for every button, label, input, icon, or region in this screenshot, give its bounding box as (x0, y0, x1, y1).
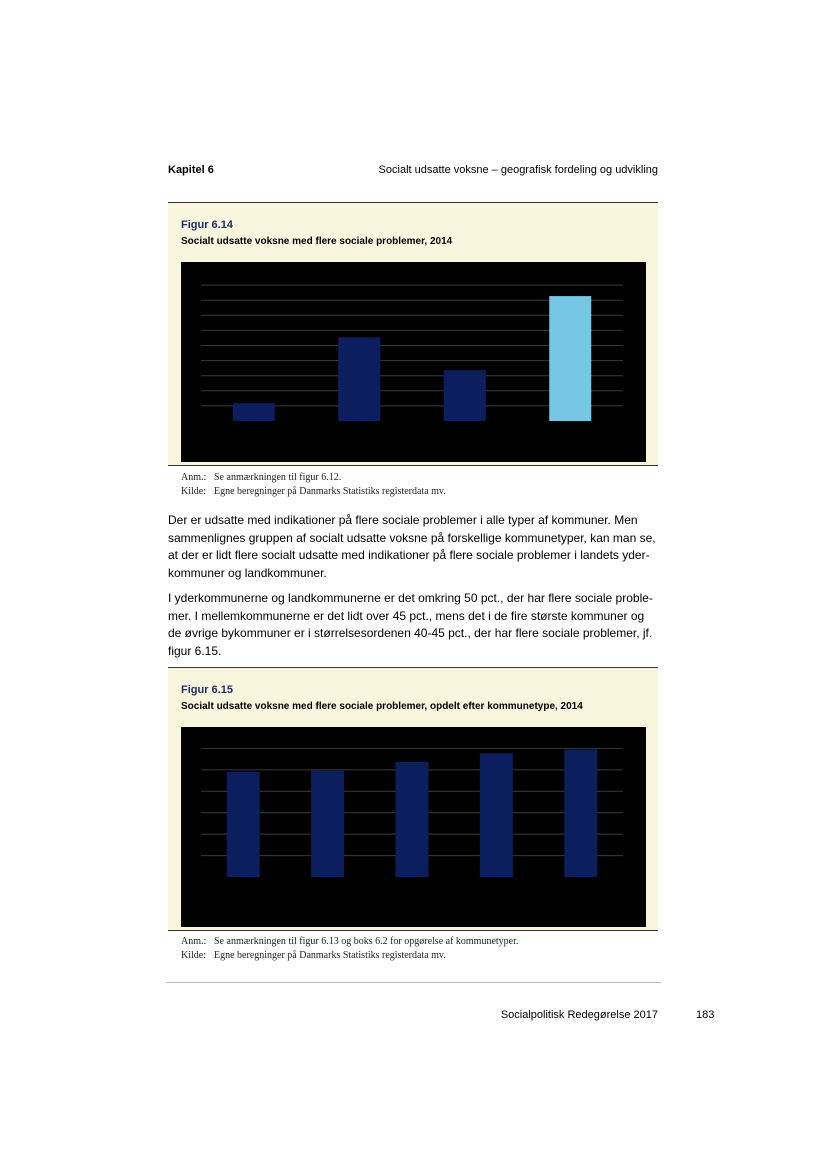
source-label: Kilde: (181, 950, 206, 961)
note-label: Anm.: (181, 472, 207, 483)
bar-3 (396, 762, 429, 877)
source-row (181, 485, 446, 499)
note-text: Se anmærkningen til figur 6.13 og boks 6.2 for opgørelse af kommunetyper. (214, 936, 519, 947)
source-label: Kilde: (181, 486, 206, 497)
bar-2 (311, 771, 344, 877)
chart-6-15 (181, 727, 646, 927)
section-title: Socialt udsatte voksne – geografisk fordeling og udvikling (378, 164, 658, 176)
figure-6-14-notes (181, 471, 446, 499)
figure-6-15-notes (181, 935, 518, 963)
figure-title: Socialt udsatte voksne med flere sociale problemer, opdelt efter kommunetype, 2014 (181, 701, 583, 712)
bar-1 (233, 403, 275, 421)
bar-1 (227, 772, 260, 877)
bar-2 (338, 337, 380, 421)
figure-6-14 (168, 202, 658, 466)
chart-6-15-svg (181, 727, 646, 927)
bar-5 (564, 750, 597, 878)
source-text: Egne beregninger på Danmarks Statistiks registerdata mv. (214, 486, 446, 497)
chart-6-14 (181, 262, 646, 462)
bottom-divider (166, 982, 661, 983)
chapter-label: Kapitel 6 (168, 164, 214, 176)
footer-publication: Socialpolitisk Redegørelse 2017 (500, 1009, 658, 1021)
note-label: Anm.: (181, 936, 207, 947)
paragraph-1: Der er udsatte med indikationer på flere sociale problemer i alle typer af kommuner. Men sammenlignes gruppen af socialt udsatte voksne på forskellige kommunetyper, kan man se, at der er lidt flere socialt udsatte med indikationer på flere sociale problemer i landets yder-kommuner og landkommuner. (168, 513, 656, 580)
figure-number: Figur 6.14 (181, 219, 233, 231)
source-row (181, 949, 518, 963)
bar-4 (480, 753, 513, 877)
chart-6-14-svg (181, 262, 646, 462)
figure-number: Figur 6.15 (181, 684, 233, 696)
bar-3 (444, 370, 486, 421)
paragraph-2: I yderkommunerne og landkommunerne er det omkring 50 pct., der har flere sociale proble-mer. I mellemkommunerne er det lidt over 45 pct., mens det i de fire største kommuner og de øvrige bykommuner er i størrelsesordenen 40-45 pct., der har flere sociale problemer, jf. figur 6.15. (168, 591, 653, 658)
source-text: Egne beregninger på Danmarks Statistiks registerdata mv. (214, 950, 446, 961)
note-text: Se anmærkningen til figur 6.12. (214, 472, 342, 483)
figure-6-15 (168, 667, 658, 931)
note-row (181, 935, 518, 949)
figure-title: Socialt udsatte voksne med flere sociale problemer, 2014 (181, 236, 453, 247)
note-row (181, 471, 446, 485)
page-number: 183 (696, 1009, 715, 1021)
bar-4 (549, 296, 591, 421)
